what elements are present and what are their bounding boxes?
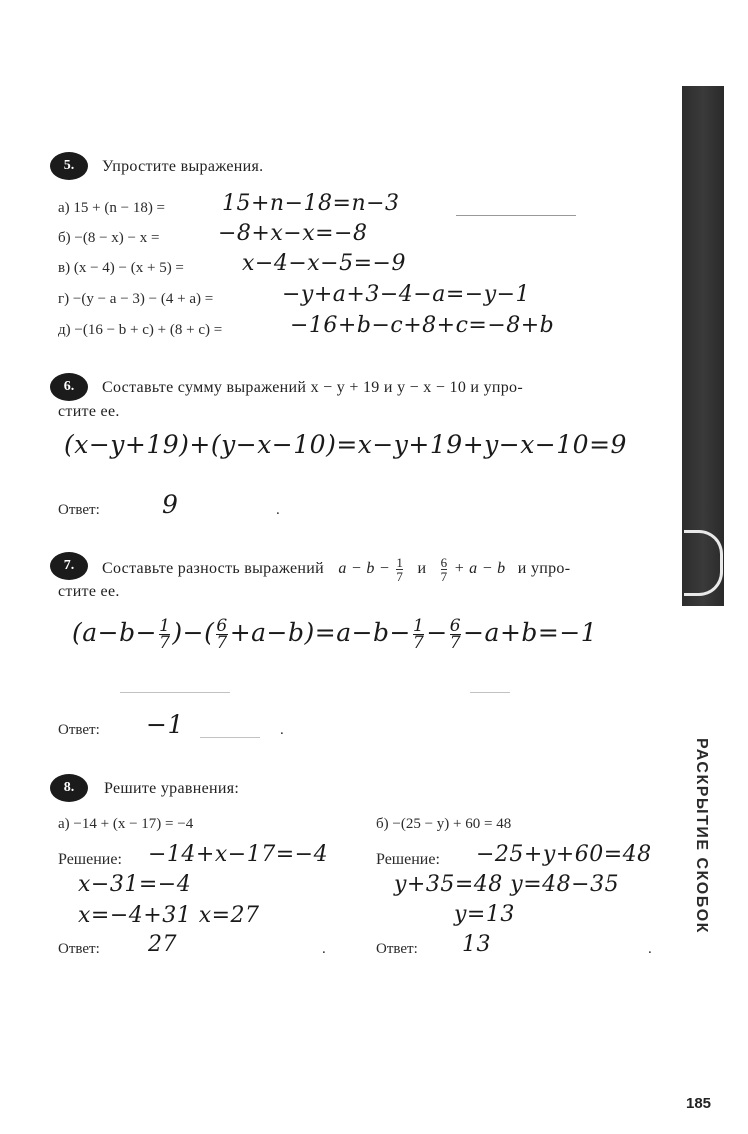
task-8a-answer-label: Ответ: bbox=[58, 941, 100, 957]
task-6-answer: 9 bbox=[162, 490, 179, 519]
task-8a-solution-label: Решение: bbox=[58, 851, 122, 868]
task-8b-line3: y=13 bbox=[454, 902, 515, 927]
task-7-frac2 bbox=[441, 556, 448, 583]
task-7-expr1: a − b − bbox=[338, 560, 391, 578]
page-number: 185 bbox=[686, 1095, 712, 1112]
sol-frac-1-den: 7 bbox=[159, 633, 171, 653]
sidebar-notch bbox=[684, 530, 723, 596]
task-5b-answer: −8+x−x=−8 bbox=[218, 221, 368, 246]
task-5d-prompt: г) −(y − a − 3) − (4 + a) = bbox=[58, 291, 214, 307]
sol-frac-1-num: 1 bbox=[159, 616, 171, 636]
task-5c-answer: x−4−x−5=−9 bbox=[242, 251, 406, 276]
task-7-answer-label: Ответ: bbox=[58, 722, 100, 738]
task-8-badge: 8. bbox=[50, 774, 88, 802]
task-7-expr2: + a − b bbox=[453, 560, 506, 578]
task-8b-solution-label: Решение: bbox=[376, 851, 440, 868]
sol-frac-3-num: 1 bbox=[413, 616, 425, 636]
frac1-den: 7 bbox=[396, 569, 404, 584]
sol-frac-1 bbox=[159, 618, 170, 651]
task-8a-line2: x−31=−4 bbox=[78, 872, 192, 897]
task-8a-line1: −14+x−17=−4 bbox=[148, 842, 329, 867]
task-5d-answer: −y+a+3−4−a=−y−1 bbox=[282, 282, 531, 307]
frac2-num: 6 bbox=[440, 555, 448, 570]
chapter-label: РАСКРЫТИЕ СКОБОК bbox=[693, 738, 710, 934]
task-8-title: Решите уравнения: bbox=[104, 780, 240, 797]
task-5a-prompt: а) 15 + (n − 18) = bbox=[58, 200, 166, 216]
sol-part-b: )−( bbox=[172, 618, 215, 647]
task-7-solution bbox=[72, 618, 597, 651]
scan-line bbox=[470, 692, 510, 693]
scan-line bbox=[200, 737, 260, 738]
task-5a-answer: 15+n−18=n−3 bbox=[222, 191, 400, 216]
frac2-den: 7 bbox=[440, 569, 448, 584]
task-8b-line2: y+35=48 y=48−35 bbox=[394, 872, 620, 897]
sol-frac-2-num: 6 bbox=[216, 616, 228, 636]
sol-part-a: (a−b− bbox=[72, 618, 158, 647]
sol-frac-4-num: 6 bbox=[449, 616, 462, 636]
task-6-answer-label: Ответ: bbox=[58, 502, 100, 518]
task-8a-answer: 27 bbox=[148, 932, 177, 957]
sol-frac-3-den: 7 bbox=[413, 633, 425, 653]
task-8b-period: . bbox=[648, 941, 652, 957]
sol-frac-2 bbox=[216, 618, 227, 651]
sol-frac-2-den: 7 bbox=[216, 633, 228, 653]
sol-frac-4-den: 7 bbox=[449, 633, 462, 653]
task-6-solution: (x−y+19)+(y−x−10)=x−y+19+y−x−10=9 bbox=[64, 430, 627, 459]
sol-frac-3 bbox=[413, 618, 424, 651]
task-5-badge: 5. bbox=[50, 152, 88, 180]
chapter-sidebar bbox=[682, 86, 724, 606]
scan-line bbox=[456, 215, 576, 216]
task-8a-period: . bbox=[322, 941, 326, 957]
task-8a-prompt: а) −14 + (x − 17) = −4 bbox=[58, 816, 194, 832]
scan-line bbox=[120, 692, 230, 693]
task-6-badge: 6. bbox=[50, 373, 88, 401]
task-5e-answer: −16+b−c+8+c=−8+b bbox=[290, 313, 555, 338]
task-8a-line3: x=−4+31 x=27 bbox=[78, 903, 260, 928]
task-5c-prompt: в) (x − 4) − (x + 5) = bbox=[58, 260, 184, 276]
task-8b-answer: 13 bbox=[462, 932, 491, 957]
task-6-text-line1: Составьте сумму выражений x − y + 19 и y − x − 10 и упро- bbox=[102, 379, 523, 396]
task-8b-prompt: б) −(25 − y) + 60 = 48 bbox=[376, 816, 512, 832]
task-7-conj: и bbox=[417, 560, 427, 578]
sol-part-d: − bbox=[426, 618, 448, 647]
task-7-text bbox=[102, 556, 570, 583]
sol-part-e: −a+b=−1 bbox=[463, 618, 598, 647]
sol-frac-4 bbox=[450, 618, 461, 651]
task-7-text-post: и упро- bbox=[517, 560, 571, 578]
task-7-text-pre: Составьте разность выражений bbox=[102, 560, 325, 578]
task-5e-prompt: д) −(16 − b + c) + (8 + c) = bbox=[58, 322, 223, 338]
task-5b-prompt: б) −(8 − x) − x = bbox=[58, 230, 160, 246]
task-8b-line1: −25+y+60=48 bbox=[476, 842, 652, 867]
task-7-badge: 7. bbox=[50, 552, 88, 580]
task-5-title: Упростите выражения. bbox=[102, 158, 264, 175]
sol-part-c: +a−b)=a−b− bbox=[229, 618, 411, 647]
task-8b-answer-label: Ответ: bbox=[376, 941, 418, 957]
task-7-text-line2: стите ее. bbox=[58, 583, 120, 600]
task-6-text-line2: стите ее. bbox=[58, 403, 120, 420]
task-7-answer: −1 bbox=[146, 710, 184, 739]
task-7-period: . bbox=[280, 722, 284, 738]
task-6-period: . bbox=[276, 502, 280, 518]
frac1-num: 1 bbox=[396, 555, 404, 570]
task-7-frac1 bbox=[396, 556, 403, 583]
